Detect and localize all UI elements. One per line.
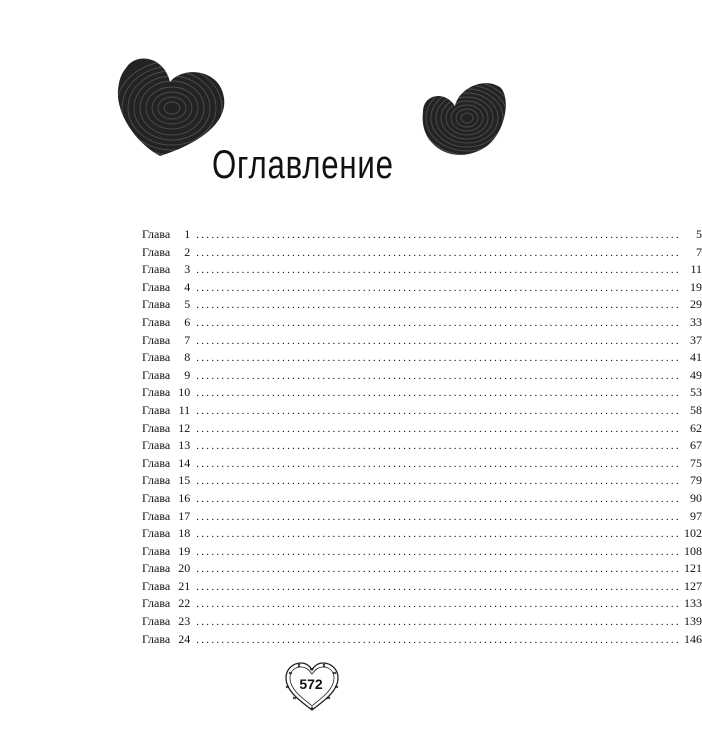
chapter-word: Глава xyxy=(142,244,171,259)
toc-entry xyxy=(142,560,702,578)
chapter-word: Глава xyxy=(142,385,171,400)
toc-entry xyxy=(142,595,702,613)
chapter-number: 3 xyxy=(184,262,191,277)
chapter-number: 10 xyxy=(178,385,191,400)
toc-entry xyxy=(142,402,702,420)
toc-entry xyxy=(142,420,702,438)
dot-leader: ................................................................................................ xyxy=(196,580,681,593)
chapter-number: 7 xyxy=(184,332,191,347)
chapter-number: 23 xyxy=(178,614,191,629)
dot-leader: ................................................................................................ xyxy=(196,475,681,488)
chapter-word: Глава xyxy=(142,490,171,505)
toc-entry-label xyxy=(142,437,190,455)
toc-entry xyxy=(142,455,702,473)
chapter-number: 16 xyxy=(178,490,191,505)
dot-leader: ................................................................................................ xyxy=(196,281,681,294)
chapter-word: Глава xyxy=(142,314,171,329)
toc-entry xyxy=(142,437,702,455)
dot-leader: ................................................................................................ xyxy=(196,545,681,558)
dot-leader: ................................................................................................ xyxy=(196,352,681,365)
toc-page-number: 7 xyxy=(696,244,702,259)
toc-entry-label xyxy=(142,631,190,649)
chapter-number: 18 xyxy=(178,526,191,541)
toc-entry-label xyxy=(142,490,190,508)
toc-entry xyxy=(142,296,702,314)
chapter-number: 1 xyxy=(184,227,191,241)
dot-leader: ................................................................................................ xyxy=(196,528,681,541)
toc-page-number: 19 xyxy=(690,279,702,294)
chapter-number: 11 xyxy=(178,402,191,417)
dot-leader: ................................................................................................ xyxy=(196,299,681,312)
chapter-number: 13 xyxy=(178,438,191,453)
toc-entry xyxy=(142,349,702,367)
chapter-number: 5 xyxy=(184,297,191,312)
chapter-number: 6 xyxy=(184,314,191,329)
chapter-word: Глава xyxy=(142,438,171,453)
toc-page-number: 33 xyxy=(690,314,702,329)
chapter-word: Глава xyxy=(142,455,171,470)
toc-entry xyxy=(142,244,702,262)
dot-leader: ................................................................................................ xyxy=(196,563,681,576)
chapter-word: Глава xyxy=(142,543,171,558)
chapter-word: Глава xyxy=(142,402,171,417)
chapter-word: Глава xyxy=(142,578,171,593)
toc-entry xyxy=(142,226,702,244)
toc-entry xyxy=(142,332,702,350)
toc-page-number: 5 xyxy=(696,227,702,241)
toc-entry-label xyxy=(142,226,190,244)
chapter-number: 20 xyxy=(178,561,191,576)
toc-entry-label xyxy=(142,332,190,350)
dot-leader: ................................................................................................ xyxy=(196,598,681,611)
toc-entry xyxy=(142,472,702,490)
dot-leader: ................................................................................................ xyxy=(196,334,681,347)
toc-entry xyxy=(142,631,702,649)
toc-entry-label xyxy=(142,543,190,561)
toc-entry-label xyxy=(142,525,190,543)
dot-leader: ................................................................................................ xyxy=(196,457,681,470)
toc-page-number: 133 xyxy=(684,596,702,611)
dot-leader: ................................................................................................ xyxy=(196,510,681,523)
toc-page-number: 90 xyxy=(690,490,702,505)
chapter-word: Глава xyxy=(142,508,171,523)
toc-page-number: 121 xyxy=(684,561,702,576)
toc-page-number: 11 xyxy=(690,262,702,277)
toc-entry-label xyxy=(142,384,190,402)
toc-page-number: 97 xyxy=(690,508,702,523)
toc-entry xyxy=(142,314,702,332)
dot-leader: ................................................................................................ xyxy=(196,404,681,417)
chapter-word: Глава xyxy=(142,596,171,611)
dot-leader: ................................................................................................ xyxy=(196,264,681,277)
dot-leader: ................................................................................................ xyxy=(196,387,681,400)
toc-page-number: 102 xyxy=(684,526,702,541)
dot-leader: ................................................................................................ xyxy=(196,246,681,259)
chapter-number: 21 xyxy=(178,578,191,593)
toc-page-number: 49 xyxy=(690,367,702,382)
dot-leader: ................................................................................................ xyxy=(196,633,681,646)
toc-entry xyxy=(142,279,702,297)
chapter-number: 4 xyxy=(184,279,191,294)
dot-leader: ................................................................................................ xyxy=(196,492,681,505)
chapter-number: 24 xyxy=(178,631,191,646)
chapter-word: Глава xyxy=(142,367,171,382)
toc-page-number: 127 xyxy=(684,578,702,593)
toc-entry-label xyxy=(142,613,190,631)
dot-leader: ................................................................................................ xyxy=(196,616,681,629)
chapter-word: Глава xyxy=(142,420,171,435)
dot-leader: ................................................................................................ xyxy=(196,422,681,435)
toc-entry-label xyxy=(142,578,190,596)
chapter-word: Глава xyxy=(142,227,171,241)
chapter-word: Глава xyxy=(142,631,171,646)
dot-leader: ................................................................................................ xyxy=(196,316,681,329)
toc-entry xyxy=(142,578,702,596)
toc-entry-label xyxy=(142,349,190,367)
toc-entry-label xyxy=(142,279,190,297)
toc-entry-label xyxy=(142,508,190,526)
toc-entry xyxy=(142,261,702,279)
toc-entry-label xyxy=(142,244,190,262)
chapter-word: Глава xyxy=(142,350,171,365)
table-of-contents xyxy=(142,226,702,648)
chapter-word: Глава xyxy=(142,297,171,312)
toc-page-number: 53 xyxy=(690,385,702,400)
dot-leader: ................................................................................................ xyxy=(196,229,681,241)
toc-entry xyxy=(142,384,702,402)
chapter-word: Глава xyxy=(142,262,171,277)
chapter-number: 8 xyxy=(184,350,191,365)
chapter-number: 14 xyxy=(178,455,191,470)
toc-page-number: 139 xyxy=(684,614,702,629)
toc-entry-label xyxy=(142,560,190,578)
toc-entry xyxy=(142,490,702,508)
toc-page-number: 75 xyxy=(690,455,702,470)
chapter-word: Глава xyxy=(142,279,171,294)
toc-page-number: 37 xyxy=(690,332,702,347)
chapter-number: 9 xyxy=(184,367,191,382)
toc-entry-label xyxy=(142,420,190,438)
toc-page-number: 67 xyxy=(690,438,702,453)
toc-page-number: 108 xyxy=(684,543,702,558)
toc-entry-label xyxy=(142,472,190,490)
chapter-word: Глава xyxy=(142,561,171,576)
toc-entry xyxy=(142,508,702,526)
chapter-word: Глава xyxy=(142,473,171,488)
page-title: Оглавление xyxy=(211,143,394,187)
chapter-number: 22 xyxy=(178,596,191,611)
toc-entry-label xyxy=(142,595,190,613)
dot-leader: ................................................................................................ xyxy=(196,440,681,453)
chapter-number: 12 xyxy=(178,420,191,435)
toc-entry xyxy=(142,367,702,385)
chapter-number: 19 xyxy=(178,543,191,558)
chapter-word: Глава xyxy=(142,332,171,347)
toc-entry-label xyxy=(142,296,190,314)
toc-entry xyxy=(142,525,702,543)
toc-entry xyxy=(142,543,702,561)
toc-page-number: 58 xyxy=(690,402,702,417)
toc-entry-label xyxy=(142,402,190,420)
chapter-word: Глава xyxy=(142,526,171,541)
chapter-word: Глава xyxy=(142,614,171,629)
toc-entry-label xyxy=(142,367,190,385)
toc-page-number: 41 xyxy=(690,350,702,365)
chapter-number: 15 xyxy=(178,473,191,488)
toc-entry-label xyxy=(142,261,190,279)
toc-entry xyxy=(142,613,702,631)
toc-entry-label xyxy=(142,314,190,332)
toc-page-number: 29 xyxy=(690,297,702,312)
toc-page-number: 62 xyxy=(690,420,702,435)
page-number: 572 xyxy=(299,676,323,692)
dot-leader: ................................................................................................ xyxy=(196,369,681,382)
toc-page-number: 79 xyxy=(690,473,702,488)
chapter-number: 17 xyxy=(178,508,191,523)
toc-page-number: 146 xyxy=(684,631,702,646)
chapter-number: 2 xyxy=(184,244,191,259)
toc-entry-label xyxy=(142,455,190,473)
